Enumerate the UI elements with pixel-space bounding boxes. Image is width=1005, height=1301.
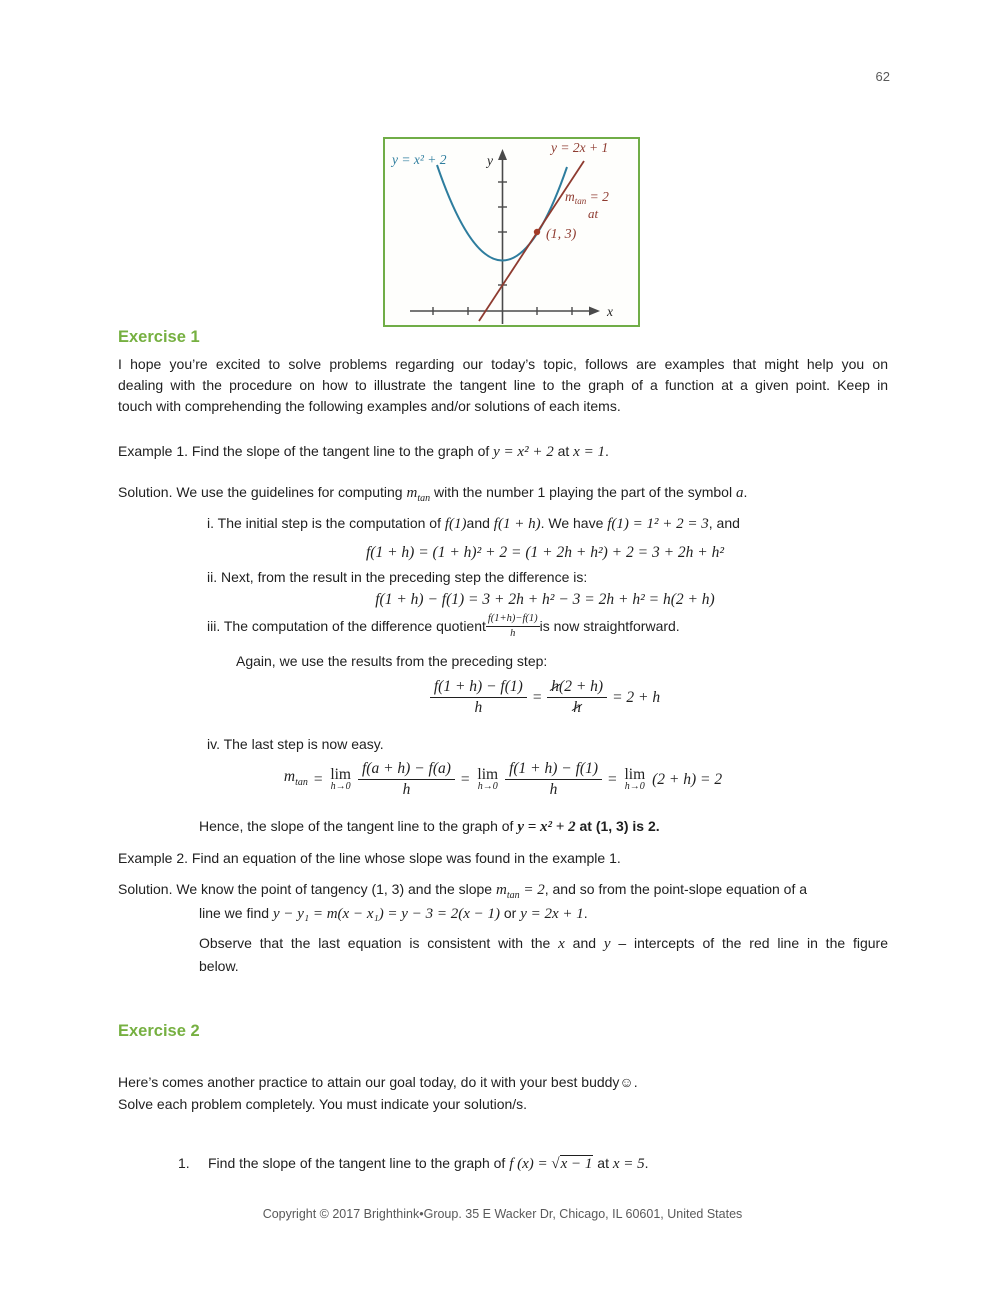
m-tan-symbol-2: $m_{tan} = 2$ xyxy=(495,882,545,901)
observe-x-var: x xyxy=(558,936,565,952)
intro-line-2: dealing with the procedure on how to illustrate the tangent line to the graph of a function at a given point. Keep in xyxy=(118,377,888,393)
step-i-math-2: f(1 + h) xyxy=(493,516,541,532)
quotient-fraction-1: $\frac{f(1 + h) - f(1)}{h}$ xyxy=(430,678,527,717)
solution1-text: Solution. We use the guidelines for computing xyxy=(118,484,407,500)
step-i-line xyxy=(207,513,740,535)
solution2-text-4: or xyxy=(499,905,521,921)
item-math-2: x = 5 xyxy=(612,1156,645,1172)
hence-line xyxy=(199,816,660,838)
step-ii-line: ii. Next, from the result in the preceding step the difference is: xyxy=(207,569,588,585)
item-text-2: at xyxy=(593,1155,613,1171)
figure xyxy=(383,137,640,327)
example1-text-3: . xyxy=(604,443,609,459)
item-text-3: . xyxy=(644,1155,649,1171)
intro-line-1: I hope you’re excited to solve problems regarding our today’s topic, follows are examples that might help you on xyxy=(118,356,888,372)
solution2-line2 xyxy=(199,903,588,925)
equation-limit xyxy=(118,760,888,799)
page-number: 62 xyxy=(875,69,890,84)
limit-fraction-1: $\frac{f(a + h) - f(a)}{h}$ xyxy=(358,760,455,799)
y-axis-label: y xyxy=(487,153,493,168)
example1-math-2: x = 1 xyxy=(573,444,605,460)
cancelled-h-numerator: h xyxy=(551,678,560,695)
step-i-math-1: f(1) xyxy=(444,516,467,532)
hence-bold-text: at (1, 3) is 2. xyxy=(575,818,660,834)
sqrt-radicand: x − 1 xyxy=(560,1156,593,1172)
solution2-text-2: , and so from the point-slope equation of a xyxy=(544,881,808,897)
step-i-text: i. The initial step is the computation of xyxy=(207,515,445,531)
step-i-text-2: and xyxy=(466,515,494,531)
inline-difference-quotient: $\frac{f(1+h)-f(1)}{h}$ xyxy=(487,613,538,639)
example1-math-1: y = x² + 2 xyxy=(493,444,554,460)
solution1-text-2: with the number 1 playing the part of the symbol xyxy=(430,484,736,500)
hence-text: Hence, the slope of the tangent line to the graph of xyxy=(199,818,518,834)
intro-line-3: touch with comprehending the following examples and/or solutions of each items. xyxy=(118,398,621,414)
equals-sign: = xyxy=(312,770,324,788)
point-coordinates-label: (1, 3) xyxy=(546,227,577,242)
sqrt-symbol: √ xyxy=(551,1156,560,1172)
step-iii-text: iii. The computation of the difference quotient xyxy=(207,617,486,634)
step-iii-line xyxy=(207,608,680,644)
step-i-text-3: . We have xyxy=(540,515,608,531)
hence-bold-math: y = x² + 2 xyxy=(517,819,576,835)
x-axis-label: x xyxy=(607,304,613,319)
x-axis-arrow-icon xyxy=(589,307,600,316)
item-number: 1. xyxy=(178,1155,190,1171)
exercise1-heading: Exercise 1 xyxy=(118,328,200,346)
point-marker xyxy=(534,229,540,235)
equation-expansion: f(1 + h) = (1 + h)² + 2 = (1 + 2h + h²) + 2 = 3 + 2h + h² xyxy=(365,544,725,561)
step-iii-text-2: is now straightforward. xyxy=(539,617,680,634)
equation-quotient xyxy=(160,676,930,717)
solution2-text-3: line we find xyxy=(199,905,273,921)
exercise2-heading: Exercise 2 xyxy=(118,1022,200,1040)
page-footer: Copyright © 2017 Brighthink•Group. 35 E Wacker Dr, Chicago, IL 60601, United States xyxy=(262,1207,743,1221)
equals-sign: = xyxy=(531,688,543,706)
instruction-line: Solve each problem completely. You must indicate your solution/s. xyxy=(118,1096,528,1112)
example1-text: Example 1. Find the slope of the tangent line to the graph of xyxy=(118,443,494,459)
figure-graph-svg xyxy=(385,139,638,325)
at-label: at xyxy=(588,206,599,221)
item-text: Find the slope of the tangent line to the graph of xyxy=(208,1155,510,1171)
equals-sign: = xyxy=(607,770,618,788)
m-tan-symbol: $m_{tan}$ xyxy=(406,485,431,504)
example1-text-2: at xyxy=(553,443,574,459)
solution1-math: a xyxy=(735,485,744,501)
equals-sign: = xyxy=(459,770,471,788)
example1-line xyxy=(118,441,609,463)
observe-line1: Observe that the last equation is consistent with the x and y – intercepts of the red line in the figure xyxy=(199,935,888,952)
equation-difference: f(1 + h) − f(1) = 3 + 2h + h² − 3 = 2h + h² = h(2 + h) xyxy=(375,591,715,608)
solution1-line xyxy=(118,482,747,509)
parabola-equation-label: y = x² + 2 xyxy=(392,152,447,167)
solution1-text-3: . xyxy=(743,484,748,500)
limit-result: (2 + h) = 2 xyxy=(652,770,723,788)
tangent-equation-label: y = 2x + 1 xyxy=(551,140,609,155)
solution2-math-2: y = 2x + 1 xyxy=(520,906,584,922)
solution2-line1 xyxy=(118,879,807,906)
observe-y-var: y xyxy=(603,936,611,952)
step-i-math-3: f(1) = 1² + 2 = 3 xyxy=(607,516,709,532)
problem-item-1 xyxy=(178,1153,649,1175)
limit-operator-1: lim h→0 xyxy=(330,765,351,793)
step-i-text-4: , and xyxy=(708,515,740,531)
example2-line: Example 2. Find an equation of the line whose slope was found in the example 1. xyxy=(118,850,621,866)
limit-operator-3: lim h→0 xyxy=(624,765,646,793)
solution2-math: y − y₁ = m(x − x₁) = y − 3 = 2(x − 1) xyxy=(272,906,500,922)
step-iv-line: iv. The last step is now easy. xyxy=(207,736,384,752)
limit-operator-2: lim h→0 xyxy=(477,765,499,793)
practice-line: Here’s comes another practice to attain our goal today, do it with your best buddy☺. xyxy=(118,1074,638,1090)
solution2-text-5: . xyxy=(583,905,588,921)
y-axis-arrow-icon xyxy=(498,149,507,160)
quotient-result: = 2 + h xyxy=(612,688,661,706)
solution2-text: Solution. We know the point of tangency (1, 3) and the slope xyxy=(118,881,496,897)
m-tan-symbol-eq: $m_{tan}$ xyxy=(283,767,308,788)
limit-fraction-2: $\frac{f(1 + h) - f(1)}{h}$ xyxy=(505,760,602,799)
item-math-fx: f (x) = xyxy=(509,1156,552,1172)
again-line: Again, we use the results from the preceding step: xyxy=(236,653,548,669)
quotient-fraction-2: $\frac{h(2 + h)}{h}$ xyxy=(547,678,607,717)
slope-label: $m_{tan} = 2$ xyxy=(565,189,609,206)
observe-line2: below. xyxy=(199,958,239,974)
cancelled-h-denominator: h xyxy=(573,698,582,716)
